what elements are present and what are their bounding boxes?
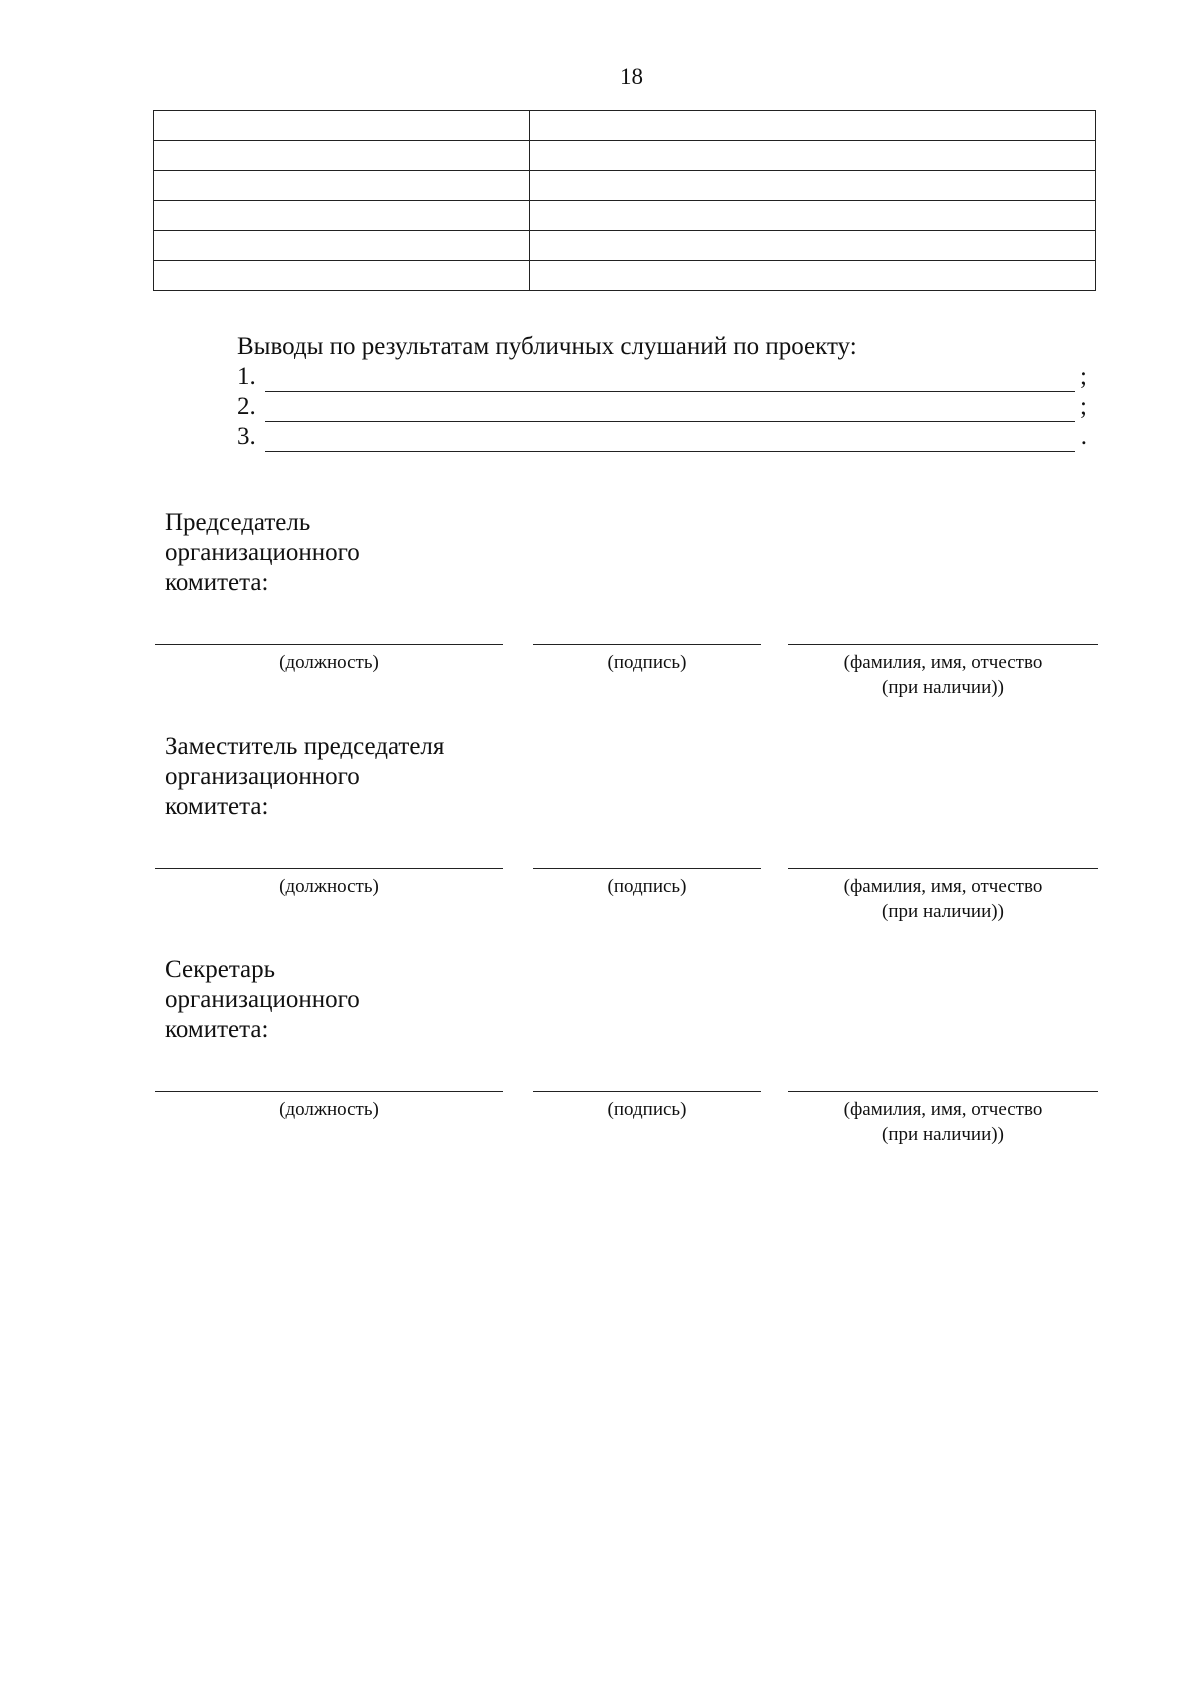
table-cell: [530, 261, 1096, 291]
position-label: (должность): [279, 652, 379, 673]
conclusion-fill-line[interactable]: [265, 429, 1075, 452]
signature-fill-line[interactable]: [533, 868, 761, 869]
position-fill-line[interactable]: [155, 644, 503, 645]
table-cell: [154, 171, 530, 201]
role-title-line: организационного: [165, 986, 360, 1013]
table-cell: [154, 201, 530, 231]
table-cell: [530, 141, 1096, 171]
table-cell: [530, 201, 1096, 231]
conclusion-fill-line[interactable]: [265, 399, 1075, 422]
table-cell: [530, 111, 1096, 141]
conclusion-end-mark: .: [1080, 423, 1087, 450]
signature-fill-line[interactable]: [533, 1091, 761, 1092]
signature-fill-line[interactable]: [533, 644, 761, 645]
conclusion-fill-line[interactable]: [265, 369, 1075, 392]
table-cell: [154, 231, 530, 261]
role-title-line: организационного: [165, 539, 360, 566]
role-title-line: Председатель: [165, 509, 311, 536]
conclusion-number: 2.: [237, 393, 256, 420]
name-label-line: (при наличии)): [882, 901, 1004, 922]
signature-role-title: [165, 955, 360, 1045]
table-cell: [154, 261, 530, 291]
name-fill-line[interactable]: [788, 1091, 1098, 1092]
name-label: [788, 874, 1098, 924]
name-label-line: (при наличии)): [882, 1124, 1004, 1145]
name-label-line: (фамилия, имя, отчество: [843, 652, 1043, 673]
conclusions-title: Выводы по результатам публичных слушаний по проекту:: [237, 333, 857, 360]
name-label-line: (фамилия, имя, отчество: [843, 876, 1043, 897]
signature-label: (подпись): [607, 1099, 687, 1120]
role-title-line: комитета:: [165, 793, 269, 820]
signature-label: (подпись): [607, 652, 687, 673]
conclusions-section: [237, 332, 1087, 452]
table-row: [154, 141, 1096, 171]
table-cell: [530, 231, 1096, 261]
signature-label: (подпись): [607, 876, 687, 897]
table-cell: [530, 171, 1096, 201]
signature-role-title: [165, 732, 444, 822]
name-label: [788, 650, 1098, 700]
table-cell: [154, 141, 530, 171]
conclusion-number: 1.: [237, 363, 256, 390]
table-row: [154, 111, 1096, 141]
signature-role-title: [165, 508, 360, 598]
role-title-line: комитета:: [165, 569, 269, 596]
page-number-text: 18: [620, 64, 643, 89]
blank-table: [153, 110, 1096, 291]
table-row: [154, 201, 1096, 231]
conclusion-line-3[interactable]: [237, 422, 1087, 452]
conclusion-end-mark: ;: [1080, 363, 1087, 390]
table-row: [154, 171, 1096, 201]
conclusion-line-2[interactable]: [237, 392, 1087, 422]
name-label: [788, 1097, 1098, 1147]
name-fill-line[interactable]: [788, 644, 1098, 645]
role-title-line: комитета:: [165, 1016, 269, 1043]
table-cell: [154, 111, 530, 141]
name-label-line: (фамилия, имя, отчество: [843, 1099, 1043, 1120]
conclusion-line-1[interactable]: [237, 362, 1087, 392]
position-fill-line[interactable]: [155, 868, 503, 869]
name-label-line: (при наличии)): [882, 677, 1004, 698]
name-fill-line[interactable]: [788, 868, 1098, 869]
position-label: (должность): [279, 876, 379, 897]
role-title-line: Секретарь: [165, 956, 276, 983]
conclusion-end-mark: ;: [1080, 393, 1087, 420]
role-title-line: организационного: [165, 763, 360, 790]
role-title-line: Заместитель председателя: [165, 733, 445, 760]
position-fill-line[interactable]: [155, 1091, 503, 1092]
table-row: [154, 261, 1096, 291]
table-row: [154, 231, 1096, 261]
position-label: (должность): [279, 1099, 379, 1120]
conclusion-number: 3.: [237, 423, 256, 450]
